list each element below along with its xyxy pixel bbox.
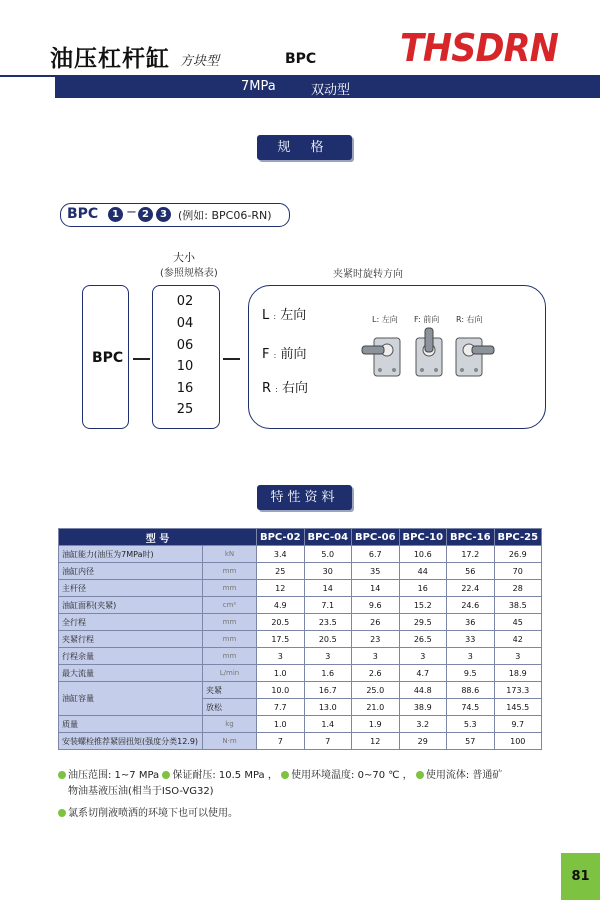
bpc-box-label: BPC: [92, 350, 124, 366]
size-item: 06: [176, 338, 194, 353]
table-cell-name: 夹紧行程: [59, 631, 203, 648]
table-cell: 7: [257, 733, 305, 750]
table-cell: 29: [399, 733, 447, 750]
table-cell: 26: [352, 614, 400, 631]
direction-name: 前向: [280, 347, 307, 362]
rotation-front-icon: [416, 328, 442, 376]
note-text: 使用流体: 普通矿: [425, 770, 503, 781]
note-text: 油压范围: 1~7 MPa: [68, 770, 160, 781]
table-cell: 29.5: [399, 614, 447, 631]
connector-line: [223, 358, 240, 360]
table-cell: 22.4: [447, 580, 495, 597]
table-row: [59, 597, 542, 614]
table-row: [59, 563, 542, 580]
table-cell-unit: mm: [203, 614, 257, 631]
table-cell: 23: [352, 631, 400, 648]
table-cell: 45: [494, 614, 542, 631]
size-item: 25: [176, 402, 194, 417]
code-dash: −: [126, 205, 137, 220]
bullet-icon: [58, 771, 66, 779]
size-item: 02: [176, 294, 194, 309]
table-cell-name: 行程余量: [59, 648, 203, 665]
table-cell: 173.3: [494, 682, 542, 699]
table-cell-unit: mm: [203, 580, 257, 597]
rotation-left-icon: [362, 338, 400, 376]
table-cell: 36: [447, 614, 495, 631]
table-cell: 4.7: [399, 665, 447, 682]
model-label: BPC: [285, 51, 317, 67]
code-number-1: 1: [108, 207, 123, 222]
table-cell-name: 安装螺栓推荐紧固扭矩(强度分类12.9): [59, 733, 203, 750]
table-cell: 57: [447, 733, 495, 750]
direction-name: 右向: [282, 381, 309, 396]
table-cell-name: 最大流量: [59, 665, 203, 682]
table-cell: 12: [257, 580, 305, 597]
note-text: 氯系切削液喷洒的环境下也可以使用。: [68, 808, 238, 819]
table-cell: 38.9: [399, 699, 447, 716]
table-cell: 23.5: [304, 614, 352, 631]
table-cell: 26.5: [399, 631, 447, 648]
table-cell: 3: [257, 648, 305, 665]
size-hint: (参照规格表): [160, 268, 218, 279]
table-cell: 38.5: [494, 597, 542, 614]
table-row: [59, 665, 542, 682]
pressure-label: 7MPa: [241, 79, 276, 94]
table-cell: 12: [352, 733, 400, 750]
table-cell: 1.4: [304, 716, 352, 733]
page-subtitle: 方块型: [180, 54, 220, 69]
table-cell: 44.8: [399, 682, 447, 699]
table-cell: 100: [494, 733, 542, 750]
table-cell: 35: [352, 563, 400, 580]
table-header-cell: BPC-04: [304, 529, 352, 546]
table-cell: 20.5: [257, 614, 305, 631]
table-body: [59, 546, 542, 682]
table-cell: 17.5: [257, 631, 305, 648]
rotation-label: 夹紧时旋转方向: [333, 269, 403, 280]
table-row: [59, 546, 542, 563]
table-cell: 7.1: [304, 597, 352, 614]
table-cell-name: 质量: [59, 716, 203, 733]
table-cell-unit: mm: [203, 648, 257, 665]
direction-sep: :: [273, 351, 277, 360]
table-cell-unit: cm²: [203, 597, 257, 614]
table-row: [59, 733, 542, 750]
table-cell: 1.9: [352, 716, 400, 733]
table-cell: 25.0: [352, 682, 400, 699]
table-cell-name: 油缸容量: [59, 682, 203, 716]
table-cell: 88.6: [447, 682, 495, 699]
table-row: [59, 716, 542, 733]
direction-code: L: [262, 308, 270, 323]
table-cell: 14: [304, 580, 352, 597]
table-cell: 5.0: [304, 546, 352, 563]
table-cell: 145.5: [494, 699, 542, 716]
table-cell: 15.2: [399, 597, 447, 614]
table-header-cell: BPC-25: [494, 529, 542, 546]
code-example: (例如: BPC06-RN): [178, 209, 272, 222]
table-row: [59, 631, 542, 648]
direction-code: R: [262, 381, 272, 396]
table-cell-name: 全行程: [59, 614, 203, 631]
table-cell: 3: [399, 648, 447, 665]
table-cell-name: 主杆径: [59, 580, 203, 597]
icon-label-front: F: 前向: [414, 315, 440, 324]
brand-logo: THSDRN: [400, 26, 558, 70]
direction-option: [262, 304, 306, 323]
table-cell: 13.0: [304, 699, 352, 716]
table-cell: 26.9: [494, 546, 542, 563]
table-cell: 24.6: [447, 597, 495, 614]
table-cell-unit: kN: [203, 546, 257, 563]
size-label: 大小: [173, 251, 195, 264]
direction-sep: :: [275, 385, 278, 394]
table-cell: 14: [352, 580, 400, 597]
table-cell: 9.6: [352, 597, 400, 614]
bullet-icon: [58, 809, 66, 817]
size-item: 04: [176, 316, 194, 331]
table-row: [59, 614, 542, 631]
table-cell: 3.4: [257, 546, 305, 563]
table-cell-name: 油缸面积(夹紧): [59, 597, 203, 614]
table-cell: 1.6: [304, 665, 352, 682]
table-cell: 30: [304, 563, 352, 580]
table-cell: 3: [304, 648, 352, 665]
table-cell: 10.6: [399, 546, 447, 563]
page-title: 油压杠杆缸: [50, 46, 170, 72]
table-cell: 42: [494, 631, 542, 648]
table-header-cell: BPC-06: [352, 529, 400, 546]
table-cell-unit: kg: [203, 716, 257, 733]
table-cell-unit: mm: [203, 563, 257, 580]
table-cell-subname: 夹紧: [203, 682, 257, 699]
table-cell: 4.9: [257, 597, 305, 614]
direction-option: [262, 377, 308, 396]
code-number-3: 3: [156, 207, 171, 222]
direction-option: [262, 343, 306, 362]
bullet-icon: [162, 771, 170, 779]
table-cell-unit: mm: [203, 631, 257, 648]
table-header-cell: BPC-10: [399, 529, 447, 546]
table-body: [59, 716, 542, 750]
action-label: 双动型: [311, 83, 351, 98]
section-spec-tab: 规 格: [257, 135, 352, 160]
table-cell-name: 油缸能力(油压为7MPa时): [59, 546, 203, 563]
icon-label-left: L: 左向: [372, 315, 398, 324]
note-line-1: [58, 766, 502, 781]
table-cell: 33: [447, 631, 495, 648]
table-row: [59, 648, 542, 665]
table-row: [59, 580, 542, 597]
table-cell: 18.9: [494, 665, 542, 682]
table-cell: 10.0: [257, 682, 305, 699]
table-cell: 2.6: [352, 665, 400, 682]
note-text: 保证耐压: 10.5 MPa ，: [172, 770, 278, 781]
table-cell: 16: [399, 580, 447, 597]
table-cell: 3: [494, 648, 542, 665]
page-number: 81: [561, 853, 600, 900]
direction-sep: :: [273, 312, 277, 321]
table-row: [59, 682, 542, 699]
note-line-2: [58, 804, 238, 819]
spec-table: [58, 528, 542, 750]
table-cell-name: 油缸内径: [59, 563, 203, 580]
table-cell-unit: N·m: [203, 733, 257, 750]
table-cell: 7.7: [257, 699, 305, 716]
rotation-direction-icons: [360, 326, 500, 386]
section-char-tab: 特性资料: [257, 485, 352, 510]
table-cell: 16.7: [304, 682, 352, 699]
code-number-2: 2: [138, 207, 153, 222]
table-header-cell: 型 号: [59, 529, 257, 546]
table-cell: 44: [399, 563, 447, 580]
note-text: 使用环境温度: 0~70 ℃ ，: [291, 770, 413, 781]
table-cell: 28: [494, 580, 542, 597]
code-prefix: BPC: [67, 206, 99, 222]
table-cell: 74.5: [447, 699, 495, 716]
table-header-cell: BPC-16: [447, 529, 495, 546]
note-line-1b: 物油基液压油(相当于ISO-VG32): [68, 786, 214, 797]
connector-line: [133, 358, 150, 360]
bullet-icon: [281, 771, 289, 779]
table-cell: 70: [494, 563, 542, 580]
table-cell: 7: [304, 733, 352, 750]
table-cell: 20.5: [304, 631, 352, 648]
icon-label-right: R: 右向: [456, 315, 483, 324]
table-cell: 1.0: [257, 716, 305, 733]
table-cell: 25: [257, 563, 305, 580]
table-cell: 17.2: [447, 546, 495, 563]
table-cell-subname: 放松: [203, 699, 257, 716]
table-cell: 21.0: [352, 699, 400, 716]
direction-code: F: [262, 347, 270, 362]
table-cell: 3: [352, 648, 400, 665]
table-header-cell: BPC-02: [257, 529, 305, 546]
table-cell-unit: L/min: [203, 665, 257, 682]
table-cell: 1.0: [257, 665, 305, 682]
header-banner: [55, 77, 600, 98]
table-cell: 3.2: [399, 716, 447, 733]
table-cell: 3: [447, 648, 495, 665]
table-cell: 9.7: [494, 716, 542, 733]
size-item: 10: [176, 359, 194, 374]
table-cell: 5.3: [447, 716, 495, 733]
rotation-right-icon: [456, 338, 494, 376]
table-cell: 9.5: [447, 665, 495, 682]
table-cell: 56: [447, 563, 495, 580]
direction-name: 左向: [280, 308, 307, 323]
table-header-row: [59, 529, 542, 546]
table-cell: 6.7: [352, 546, 400, 563]
bullet-icon: [416, 771, 424, 779]
size-item: 16: [176, 381, 194, 396]
